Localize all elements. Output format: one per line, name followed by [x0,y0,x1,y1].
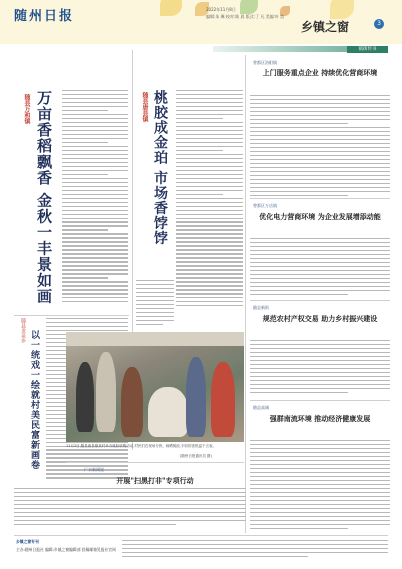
right-divider [250,198,390,199]
right-section-headline: 强群南流环境 推动经济健康发展 [269,414,371,423]
right-section-body [250,95,390,200]
photo-credit: (随州日报通讯员 摄) [180,454,212,458]
story-body [62,90,128,310]
photo-caption: 11月2日,随县唐县镇某村举办桃胶收购活动,村民们在现场分拣、晾晒桃胶,丰收的喜悦溢于言表。 [66,444,217,448]
story3-location-label: 随县唐县镇 [141,92,148,122]
story3-body-left [136,280,174,328]
footer-text: 主办:随州日报社 编辑:乡镇之窗编辑部 投稿邮箱见报社官网 [16,547,116,552]
bottom-headline: 开展"扫黑打非"专项行动 [116,476,194,485]
right-section-body [250,340,390,400]
right-section-headline: 上门服务重点企业 持续优化营商环境 [262,68,378,77]
section-divider [66,462,244,463]
leaf-decor [330,0,354,19]
leaf-decor [240,0,258,14]
footer-body [122,540,388,564]
right-section-body [250,440,390,532]
story-divider [14,315,129,316]
right-section-headline: 优化电力营商环境 为企业发展增添动能 [259,212,381,221]
leaf-decor [160,0,182,16]
story2-body-cont [14,488,246,530]
story3-body [176,90,243,328]
page-title: 乡镇之窗 [301,20,350,34]
bottom-section-label: 广水新闻说 [84,467,104,472]
column-divider [245,55,246,533]
newspaper-logo: 随州日报 [14,9,75,24]
footer-divider [14,535,388,536]
right-divider [250,400,390,401]
right-section-headline: 规范农村产权交易 助力乡村振兴建设 [262,314,378,323]
story-headline: 万亩香稻飘香 金秋一丰景如画 [35,90,53,305]
issue-date: 2022年11月8日 [206,7,236,12]
story-location-label: 随县万和镇 [23,94,30,124]
page-number-badge: 3 [374,19,384,29]
right-section-label: 曾都区万店镇 [253,203,277,208]
right-section-body [250,238,390,298]
right-section-label: 曾都区洛阳镇 [253,60,277,65]
story2-location-label: 随县龙泉乡 [20,318,26,343]
right-section-label: 随县高城 [253,405,269,410]
story2-headline: 以一统戏一绘就村美民富新画卷 [29,330,39,470]
editor-info: 编辑:朱 琳 校对:陈 晨 版式:丁 凡 美编:叶 浩 [206,14,285,19]
story3-headline: 桃胶成金珀 市场香饽饽 [152,90,168,246]
news-photo [66,332,244,442]
right-section-label: 随县新街 [253,305,269,310]
footer-label: 乡镇之窗专刊 [16,539,39,544]
section-tag: 镇街传书 [347,46,388,53]
right-divider [250,300,390,301]
